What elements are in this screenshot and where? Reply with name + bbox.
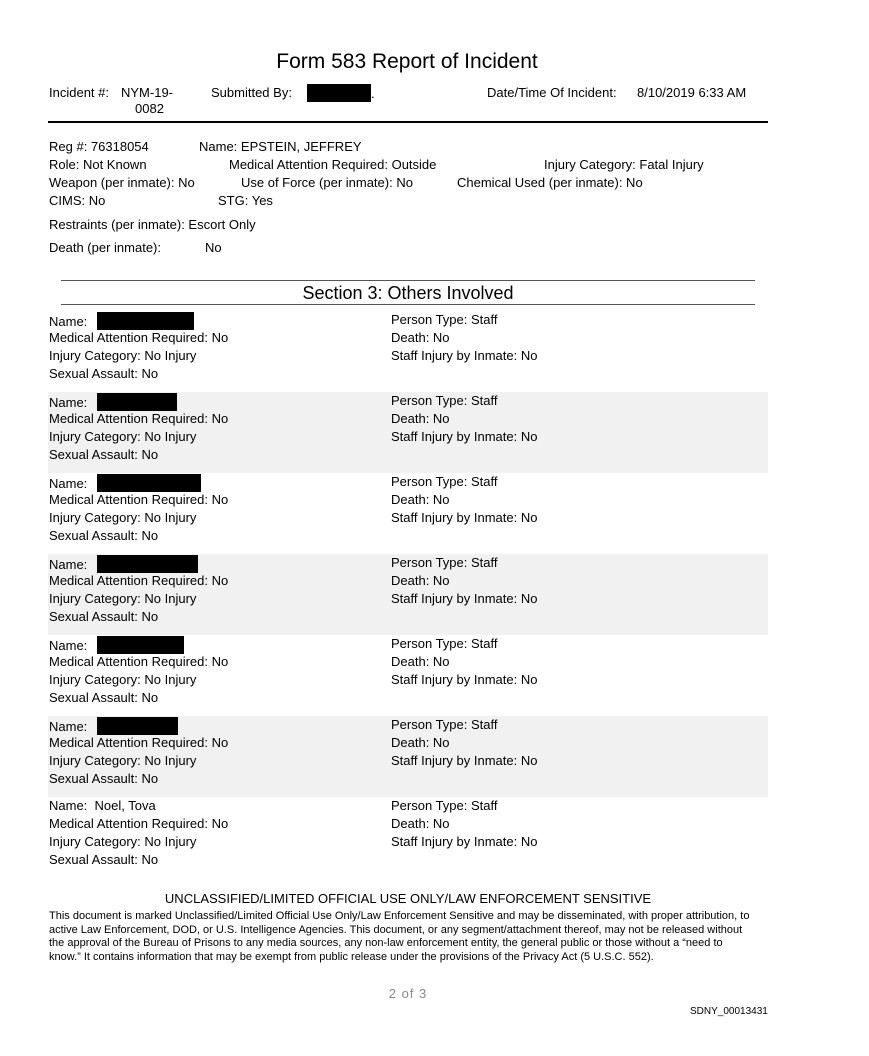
submitted-by-suffix: . [371, 86, 375, 101]
name-redaction [97, 393, 177, 411]
incident-label: Incident #: [49, 85, 109, 100]
person-sexual-assault: Sexual Assault: No [49, 852, 159, 867]
person-block [48, 716, 768, 797]
section-3-title: Section 3: Others Involved [302, 283, 514, 303]
name-redaction [97, 312, 194, 330]
person-sexual-assault: Sexual Assault: No [49, 609, 159, 624]
person-name-label: Name: [49, 476, 88, 491]
inmate-stg: STG: Yes [218, 193, 273, 208]
dissemination-notice: This document is marked Unclassified/Limited Official Use Only/Law Enforcement Sensitive and may be disseminated, with proper attribution, to active Law Enforcement, DOD, or U.S. Intelligence Agencies. This document, or any segment/attachment thereof, may not be released without the approval of the Bureau of Prisons to any media sources, any non-law enforcement entity, the general public or those without a “need to know.” It contains information that may be exempt from public release under the provisions of the Privacy Act (5 U.S.C. 552). [49, 910, 750, 963]
inmate-restraints: Restraints (per inmate): Escort Only [49, 217, 256, 232]
person-staff-injury: Staff Injury by Inmate: No [391, 510, 538, 525]
person-staff-injury: Staff Injury by Inmate: No [391, 834, 538, 849]
inmate-cims: CIMS: No [49, 193, 106, 208]
inmate-death-value: No [205, 240, 222, 255]
person-sexual-assault: Sexual Assault: No [49, 690, 159, 705]
name-redaction [97, 474, 201, 492]
person-death: Death: No [391, 816, 450, 831]
person-medical: Medical Attention Required: No [49, 573, 229, 588]
person-type: Person Type: Staff [391, 555, 498, 570]
person-injury: Injury Category: No Injury [49, 429, 197, 444]
person-block [48, 473, 768, 554]
inmate-injury: Injury Category: Fatal Injury [544, 157, 704, 172]
inmate-reg: Reg #: 76318054 [49, 139, 149, 154]
person-type: Person Type: Staff [391, 798, 498, 813]
person-staff-injury: Staff Injury by Inmate: No [391, 591, 538, 606]
person-injury: Injury Category: No Injury [49, 672, 197, 687]
name-redaction [97, 717, 178, 735]
person-block [48, 554, 768, 635]
person-block [48, 311, 768, 392]
person-staff-injury: Staff Injury by Inmate: No [391, 348, 538, 363]
person-injury: Injury Category: No Injury [49, 753, 197, 768]
person-death: Death: No [391, 492, 450, 507]
classification-banner: UNCLASSIFIED/LIMITED OFFICIAL USE ONLY/LAW ENFORCEMENT SENSITIVE [164, 891, 652, 906]
person-staff-injury: Staff Injury by Inmate: No [391, 753, 538, 768]
section-rule-bottom [61, 304, 755, 305]
person-medical: Medical Attention Required: No [49, 330, 229, 345]
submitted-by-label: Submitted By: [211, 85, 292, 100]
person-injury: Injury Category: No Injury [49, 591, 197, 606]
person-staff-injury: Staff Injury by Inmate: No [391, 672, 538, 687]
page-number: 2 of 3 [388, 986, 428, 1001]
person-staff-injury: Staff Injury by Inmate: No [391, 429, 538, 444]
person-medical: Medical Attention Required: No [49, 735, 229, 750]
incident-number-line1: NYM-19- [121, 85, 174, 100]
person-type: Person Type: Staff [391, 717, 498, 732]
bates-number: SDNY_00013431 [690, 1006, 768, 1017]
inmate-force: Use of Force (per inmate): No [241, 175, 413, 190]
person-name-label: Name: [49, 798, 88, 813]
person-name-label: Name: [49, 638, 88, 653]
submitted-by-redaction [307, 84, 375, 102]
inmate-name: Name: EPSTEIN, JEFFREY [199, 139, 362, 154]
person-name-label: Name: [49, 719, 88, 734]
person-name-label: Name: [49, 557, 88, 572]
datetime-label: Date/Time Of Incident: [487, 85, 617, 100]
person-block [48, 392, 768, 473]
inmate-medical: Medical Attention Required: Outside [229, 157, 437, 172]
person-medical: Medical Attention Required: No [49, 492, 229, 507]
inmate-chemical: Chemical Used (per inmate): No [457, 175, 643, 190]
person-death: Death: No [391, 573, 450, 588]
person-injury: Injury Category: No Injury [49, 510, 197, 525]
person-injury: Injury Category: No Injury [49, 348, 197, 363]
person-type: Person Type: Staff [391, 636, 498, 651]
person-death: Death: No [391, 654, 450, 669]
inmate-death-label: Death (per inmate): [49, 240, 161, 255]
person-type: Person Type: Staff [391, 474, 498, 489]
datetime-value: 8/10/2019 6:33 AM [637, 85, 747, 100]
name-redaction [97, 555, 198, 573]
person-medical: Medical Attention Required: No [49, 816, 229, 831]
incident-number-line2: 0082 [135, 101, 164, 116]
person-medical: Medical Attention Required: No [49, 654, 229, 669]
person-type: Person Type: Staff [391, 312, 498, 327]
person-death: Death: No [391, 411, 450, 426]
person-name-label: Name: [49, 314, 88, 329]
person-medical: Medical Attention Required: No [49, 411, 229, 426]
person-death: Death: No [391, 735, 450, 750]
person-sexual-assault: Sexual Assault: No [49, 528, 159, 543]
person-block [48, 635, 768, 716]
header-divider [48, 121, 768, 123]
person-death: Death: No [391, 330, 450, 345]
person-sexual-assault: Sexual Assault: No [49, 447, 159, 462]
person-name-label: Name: [49, 395, 88, 410]
person-type: Person Type: Staff [391, 393, 498, 408]
form-title: Form 583 Report of Incident [276, 50, 538, 73]
person-block [48, 797, 768, 878]
name-redaction [97, 636, 184, 654]
inmate-role: Role: Not Known [49, 157, 147, 172]
inmate-weapon: Weapon (per inmate): No [49, 175, 195, 190]
person-sexual-assault: Sexual Assault: No [49, 366, 159, 381]
person-sexual-assault: Sexual Assault: No [49, 771, 159, 786]
person-name-value: Noel, Tova [94, 798, 156, 813]
person-injury: Injury Category: No Injury [49, 834, 197, 849]
